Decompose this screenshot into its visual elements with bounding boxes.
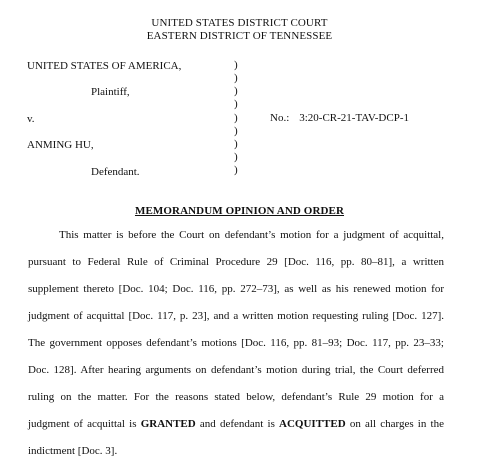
caption-paren: )	[234, 125, 238, 137]
case-number-value: 3:20-CR-21-TAV-DCP-1	[299, 112, 409, 124]
caption-paren: )	[234, 72, 238, 84]
court-district: EASTERN DISTRICT OF TENNESSEE	[146, 30, 333, 42]
ruling-text: on all charges in the	[345, 418, 444, 430]
body-line: indictment [Doc. 3].	[28, 445, 118, 457]
plaintiff-name: UNITED STATES OF AMERICA,	[27, 60, 182, 72]
caption-paren: )	[234, 138, 238, 150]
body-line: This matter is before the Court on defendant’s motion for a judgment of acquittal,	[59, 229, 444, 241]
versus-label: v.	[27, 113, 35, 125]
court-header	[0, 17, 479, 43]
body-line: pursuant to Federal Rule of Criminal Procedure 29 [Doc. 116, pp. 80–81], a written	[28, 256, 444, 268]
caption-paren: )	[234, 164, 238, 176]
body-line: judgment of acquittal [Doc. 117, p. 23], and a written motion requesting ruling [Doc. 127].	[28, 310, 444, 322]
body-line-ruling	[28, 418, 444, 431]
defendant-name: ANMING HU,	[27, 139, 94, 151]
case-number	[270, 112, 409, 124]
caption-paren: )	[234, 85, 238, 97]
plaintiff-role: Plaintiff,	[91, 86, 130, 98]
case-number-label: No.:	[270, 112, 290, 124]
body-line: supplement thereto [Doc. 104; Doc. 116, pp. 272–73], as well as his renewed motion for	[28, 283, 444, 295]
granted-emphasis: GRANTED	[140, 418, 196, 430]
acquitted-emphasis: ACQUITTED	[279, 418, 346, 430]
ruling-text: judgment of acquittal is	[28, 418, 141, 430]
document-title: MEMORANDUM OPINION AND ORDER	[134, 205, 345, 217]
ruling-text: and defendant is	[195, 418, 280, 430]
caption-paren: )	[234, 112, 238, 124]
body-line: The government opposes defendant’s motions [Doc. 116, pp. 81–93; Doc. 117, pp. 23–33;	[28, 337, 444, 349]
caption-paren: )	[234, 98, 238, 110]
body-line: ruling on the matter. For the reasons stated below, defendant’s Rule 29 motion for a	[28, 391, 444, 403]
defendant-role: Defendant.	[91, 166, 140, 178]
caption-paren: )	[234, 151, 238, 163]
body-line: Doc. 128]. After hearing arguments on defendant’s motion during trial, the Court deferred	[28, 364, 444, 376]
court-name: UNITED STATES DISTRICT COURT	[151, 17, 328, 29]
caption-paren: )	[234, 59, 238, 71]
